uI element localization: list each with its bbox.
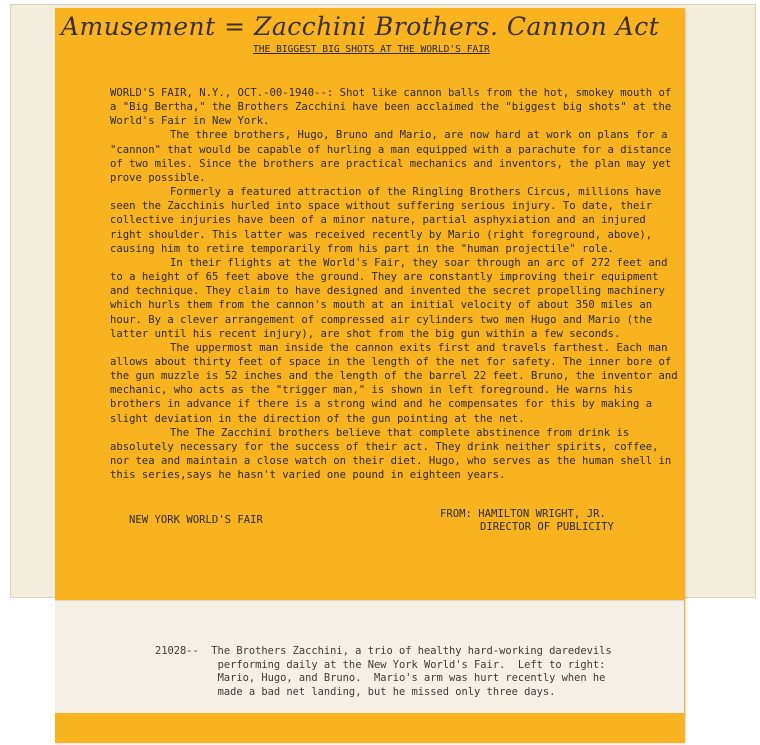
source-line: NEW YORK WORLD'S FAIR [129,514,263,526]
paragraph: The uppermost man inside the cannon exits first and travels farthest. Each man allows about thirty feet of space in the length of the net for safety. The inner bore of the gun muzzle is 52 inches and the length of the barrel 22 feet. Bruno, the inventor and mechanic, who acts as the "trigger man," is shown in left foreground. He warns his brothers in advance if there is a strong wind and he compensates for this by making a slight deviation in the direction of the gun pointing at the net. [110,341,678,425]
paragraph: The The Zacchini brothers believe that complete abstinence from drink is absolutely necessary for the success of their act. They drink neither spirits, coffee, nor tea and maintain a close watch on their diet. Hugo, who serves as the human shell in this series,says he hasn't varied one pound in eighteen years. [110,426,672,482]
from-block [440,508,614,534]
paragraph: Formerly a featured attraction of the Ringling Brothers Circus, millions have seen the Zacchinis hurled into space without suffering serious injury. To date, their collective injuries have been of a minor nature, partial asphyxiation and an injured right shoulder. This latter was received recently by Mario (right foreground, above), causing him to retire temporarily from his part in the "human projectile" role. [110,186,662,255]
paragraph: The three brothers, Hugo, Bruno and Mario, are now hard at work on plans for a "cannon" that would be capable of hurling a man equipped with a parachute for a distance of two miles. Since the brothers are practical mechanics and inventors, the plan may yet prove possible. [110,129,672,184]
paragraph: In their flights at the World's Fair, they soar through an arc of 272 feet and to a height of 65 feet above the ground. They are constantly improving their equipment and technique. They claim to have designed and invented the secret propelling machinery which hurls them from the cannon's mouth at an initial velocity of about 350 miles an hour. By a clever arrangement of compressed air cylinders two men Hugo and Mario (the latter until his recent injury), are shot from the big gun within a few seconds. [110,256,668,340]
caption-strip [55,600,684,713]
handwritten-label: Amusement = Zacchini Brothers. Cannon Act [61,12,660,41]
from-line: FROM: HAMILTON WRIGHT, JR. [440,508,606,520]
photo-caption: 21028-- The Brothers Zacchini, a trio of healthy hard-working daredevils performing daily at the New York World's Fair. Left to right: Mario, Hugo, and Bruno. Mario's arm was hurt recently when he made a bad net landing, but he missed only three days. [155,645,612,698]
headline: THE BIGGEST BIG SHOTS AT THE WORLD'S FAIR [253,44,490,55]
from-title: DIRECTOR OF PUBLICITY [480,521,614,533]
article-body [110,86,682,482]
paragraph-dateline: WORLD'S FAIR, N.Y., OCT.-00-1940--: Shot like cannon balls from the hot, smokey mouth of a "Big Bertha," the Brothers Zacchini have been acclaimed the "biggest big shots" at the World's Fair in New York. [110,87,672,128]
